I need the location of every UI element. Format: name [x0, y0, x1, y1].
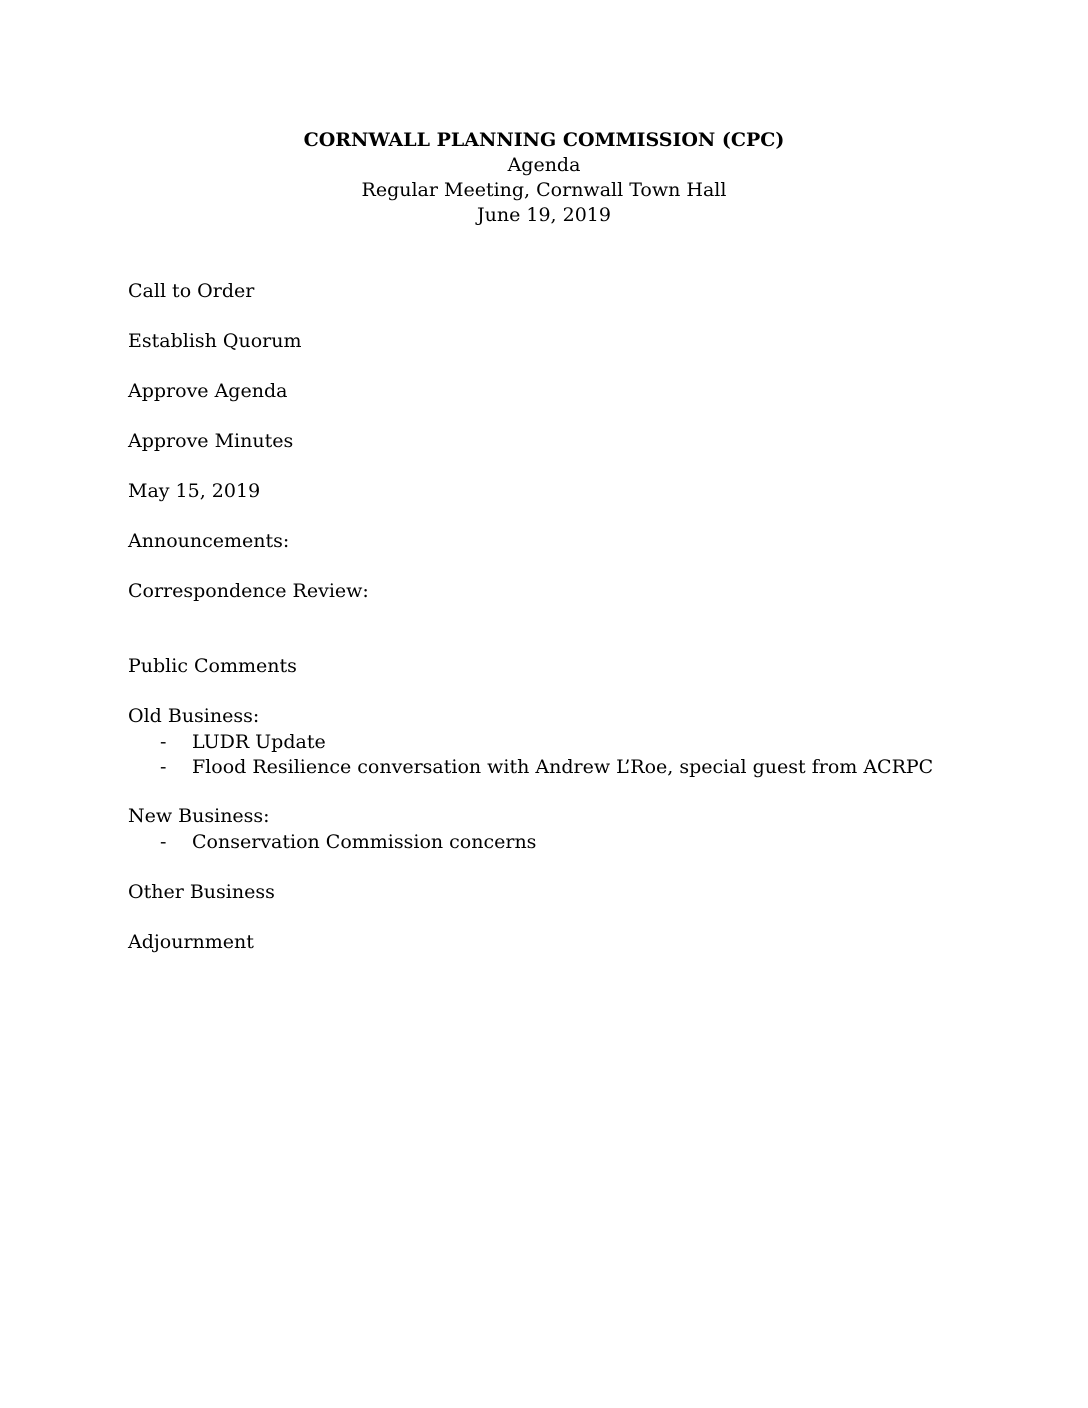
commission-title: CORNWALL PLANNING COMMISSION (CPC) [303, 129, 785, 151]
new-business-item-conservation: Conservation Commission concerns [192, 831, 537, 853]
agenda-item-adjournment: Adjournment [128, 931, 254, 953]
old-business-item-ludr: LUDR Update [192, 731, 326, 753]
document-header [0, 128, 1088, 228]
agenda-item-call-to-order: Call to Order [128, 280, 255, 302]
agenda-item-announcements: Announcements: [128, 530, 290, 552]
agenda-item-old-business: Old Business: [128, 705, 260, 727]
agenda-item-correspondence: Correspondence Review: [128, 580, 369, 602]
agenda-item-establish-quorum: Establish Quorum [128, 330, 302, 352]
list-bullet: - [160, 731, 167, 753]
agenda-item-public-comments: Public Comments [128, 655, 297, 677]
agenda-item-new-business: New Business: [128, 805, 270, 827]
meeting-location: Regular Meeting, Cornwall Town Hall [361, 179, 727, 201]
agenda-item-minutes-date: May 15, 2019 [128, 480, 261, 502]
list-bullet: - [160, 756, 167, 778]
meeting-date: June 19, 2019 [477, 204, 611, 226]
old-business-item-flood-resilience: Flood Resilience conversation with Andrew L’Roe, special guest from ACRPC [192, 756, 934, 778]
agenda-item-approve-minutes: Approve Minutes [128, 430, 294, 452]
agenda-item-approve-agenda: Approve Agenda [128, 380, 288, 402]
list-bullet: - [160, 831, 167, 853]
agenda-item-other-business: Other Business [128, 881, 275, 903]
document-subtitle: Agenda [507, 154, 581, 176]
